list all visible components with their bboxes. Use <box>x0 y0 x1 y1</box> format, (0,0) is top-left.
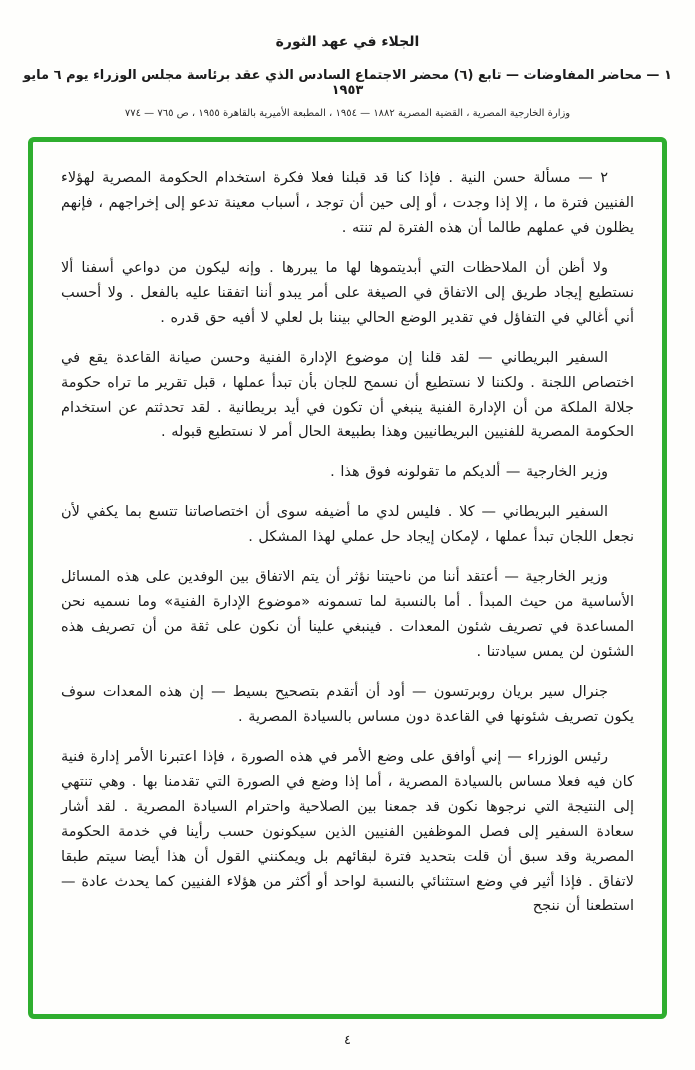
paragraph: جنرال سير بريان روبرتسون — أود أن أتقدم بتصحيح بسيط — إن هذه المعدات سوف يكون تصريف شئونها في القاعدة دون مساس بالسيادة المصرية . <box>61 683 634 725</box>
document-title: الجلاء في عهد الثورة <box>275 34 420 50</box>
paragraph: ولا أظن أن الملاحظات التي أبديتموها لها ما يبررها . وإنه ليكون من دواعي أسفنا ألا نستطيع إيجاد طريق إلى الاتفاق في الصيغة على أمر يبدو أننا اتفقنا عليه بالفعل . ولا أحسب أني أغالي في التفاؤل في تقدير الوضع الحالي بيننا بل لعلي لا أفيه حق قدره . <box>61 259 634 326</box>
document-source-citation: وزارة الخارجية المصرية ، القضية المصرية ١٨٨٢ — ١٩٥٤ ، المطبعة الأميرية بالقاهرة ١٩٥٥ ، ص ٧٦٥ — ٧٧٤ <box>124 108 571 119</box>
document-subtitle: ١ — محاضر المفاوضات — تابع (٦) محضر الاجتماع السادس الذي عقد برئاسة مجلس الوزراء يوم ٦ مايو ١٩٥٣ <box>23 68 672 98</box>
highlighted-text-frame <box>28 137 667 1019</box>
paragraph: وزير الخارجية — ألديكم ما تقولونه فوق هذا . <box>330 464 608 481</box>
paragraph: ٢ — مسألة حسن النية . فإذا كنا قد قبلنا فعلا فكرة استخدام الحكومة المصرية لهؤلاء الفنيين فترة ما ، إلا إذا وجدت ، أو إلى حين أن توجد ، أسباب معينة تدعو إلى إخراجهم ، فإنهم يظلون في عملهم طالما أن هذه الفترة لم تنته . <box>61 170 634 236</box>
paragraph: السفير البريطاني — لقد قلنا إن موضوع الإدارة الفنية وحسن صيانة القاعدة يقع في اختصاص اللجنة . ولكننا لا نستطيع أن نسمح للجان بأن تبدأ عملها ، قبل تقرير ما تراه حكومة جلالة الملكة من أن الإدارة الفنية ينبغي أن تكون في أيد بريطانية . لقد تحدثتم عن استخدام الحكومة المصرية للفنيين البريطانيين وهذا بطبيعة الحال أمر لا نستطيع قبوله . <box>61 349 634 441</box>
paragraph: السفير البريطاني — كلا . فليس لدي ما أضيفه سوى أن اختصاصاتنا تتسع بما يكفي لأن نجعل اللجان تبدأ عملها ، لإمكان إيجاد حل عملي لهذا المشكل . <box>61 504 634 546</box>
page-number: ٤ <box>344 1033 351 1048</box>
paragraph: رئيس الوزراء — إني أوافق على وضع الأمر في هذه الصورة ، فإذا اعتبرنا الأمر إدارة فنية كان فيه فعلا مساس بالسيادة المصرية ، أما إذا وضع في الصورة التي تقدمنا بها . وهي تنتهي إلى النتيجة التي نرجوها نكون قد جمعنا بين الصلاحية واحترام السيادة المصرية . لقد أشار سعادة السفير إلى فصل الموظفين الفنيين الذين سيكونون حسب رأينا في خدمة الحكومة المصرية وقد سبق أن قلت بتحديد فترة لبقائهم بل ويمكنني القول أن هذا أيضا سيتم طبقا لاتفاق . فإذا أثير في وضع استثنائي بالنسبة لواحد أو أكثر من هؤلاء الفنيين كما يحدث عادة — استطعنا أن ننجح <box>61 748 634 915</box>
paragraph: وزير الخارجية — أعتقد أننا من ناحيتنا نؤثر أن يتم الاتفاق بين الوفدين على هذه المسائل الأساسية من حيث المبدأ . أما بالنسبة لما تسمونه «موضوع الإدارة الفنية» وما نسميه نحن المساعدة في تصريف شئون المعدات . فينبغي علينا أن نكون على ثقة من أن تصريف هذه الشئون لن يمس سيادتنا . <box>61 569 634 660</box>
page-header <box>0 0 695 119</box>
